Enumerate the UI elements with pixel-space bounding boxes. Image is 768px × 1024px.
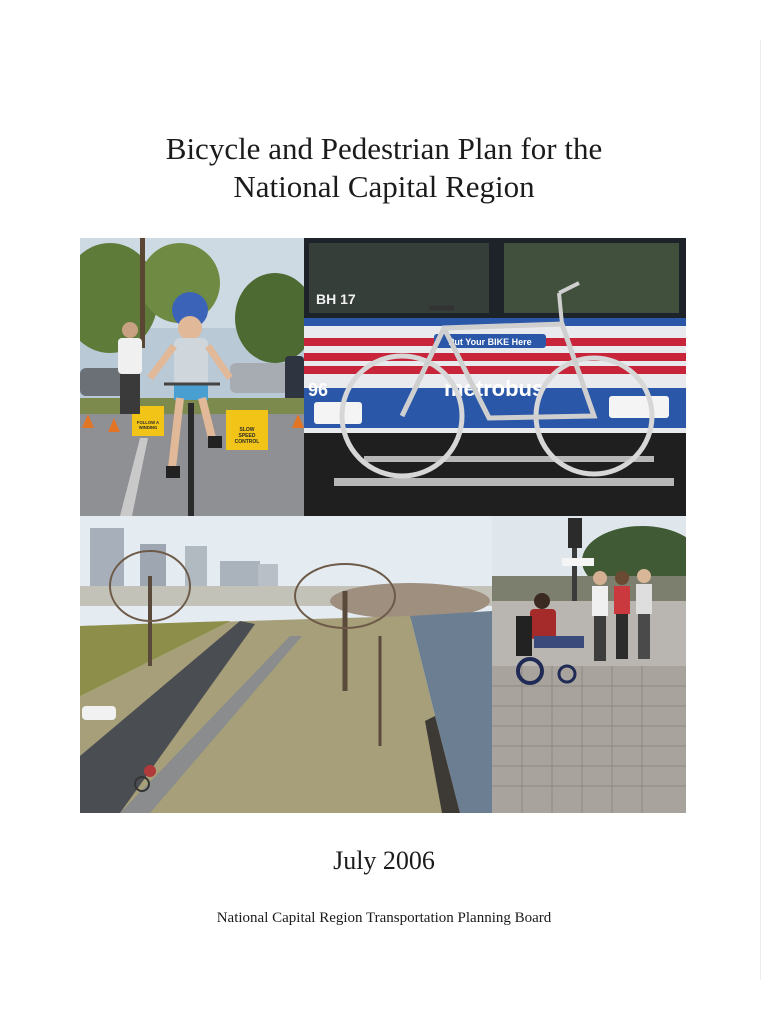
sign-right-line-2: SPEED — [238, 433, 256, 439]
publisher-name: National Capital Region Transportation Planning Board — [216, 910, 552, 926]
bus-route-code: BH 17 — [316, 291, 356, 307]
sign-left-line-2: WINDING — [138, 425, 158, 430]
photo-riverside-trail — [80, 516, 492, 813]
sign-right-line-3: CONTROL — [234, 439, 260, 445]
rack-slogan: Put Your BIKE Here — [448, 337, 532, 347]
title-line-2: National Capital Region — [233, 169, 535, 204]
sign-left-line-1: FOLLOW A — [136, 420, 160, 425]
publication-date: July 2006 — [333, 846, 435, 875]
document-title — [0, 130, 768, 206]
bus-brand: metrobus — [444, 376, 545, 401]
photo-collage — [80, 238, 686, 813]
title-line-1: Bicycle and Pedestrian Plan for the — [165, 131, 603, 166]
bus-number: 96 — [308, 380, 329, 400]
photo-bus-bike-rack — [304, 238, 686, 516]
photo-child-cyclist — [80, 238, 304, 516]
sign-right-line-1: SLOW — [239, 427, 255, 433]
photo-pedestrian-crossing — [492, 516, 686, 813]
